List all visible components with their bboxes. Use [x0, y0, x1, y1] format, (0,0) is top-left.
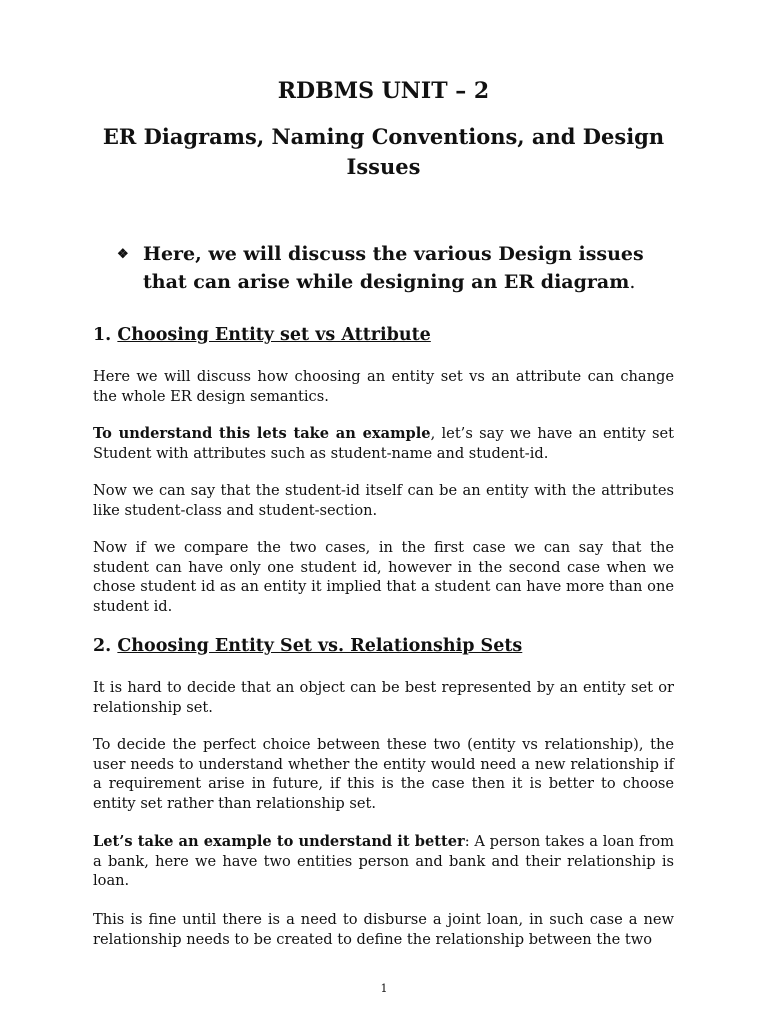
- paragraph: [93, 538, 674, 616]
- paragraph-text: Now if we compare the two cases, in the first case we can say that the student can have only one student id, however in the second case when we chose student id as an entity it implied that a student can have more than one student id.: [93, 539, 674, 615]
- paragraph: [93, 678, 674, 717]
- paragraph-text: : A person takes a loan from a bank, here we have two entities person and bank and their relationship is loan.: [93, 833, 674, 889]
- paragraph-text: It is hard to decide that an object can be best represented by an entity set or relationship set.: [93, 679, 674, 716]
- paragraph-bold: Let’s take an example to understand it better: [93, 833, 465, 850]
- intro-bullet-text: [143, 240, 674, 296]
- section-heading-2: [93, 634, 522, 658]
- intro-bullet: [117, 240, 674, 296]
- paragraph-text: To decide the perfect choice between these two (entity vs relationship), the user needs to understand whether the entity would need a new relationship if a requirement arise in future, if this is the case then it is better to choose entity set rather than relationship set.: [93, 736, 674, 812]
- section-number-2: 2.: [93, 636, 112, 656]
- intro-bullet-period: .: [629, 271, 636, 293]
- paragraph-text: Now we can say that the student-id itself can be an entity with the attributes like student-class and student-section.: [93, 482, 674, 519]
- document-title: RDBMS UNIT – 2: [277, 78, 490, 104]
- page-number: 1: [380, 982, 388, 995]
- section-title-2: Choosing Entity Set vs. Relationship Sets: [117, 636, 523, 656]
- section-title-1: Choosing Entity set vs Attribute: [117, 325, 431, 345]
- section-heading-1: [93, 323, 431, 347]
- paragraph: [93, 910, 674, 949]
- paragraph: [93, 832, 674, 891]
- paragraph-text: This is fine until there is a need to disburse a joint loan, in such case a new relationship needs to be created to define the relationship between the two: [93, 911, 674, 948]
- document-subtitle: ER Diagrams, Naming Conventions, and Design Issues: [102, 124, 665, 179]
- paragraph: [93, 735, 674, 813]
- diamond-bullet-icon: ❖: [117, 247, 129, 262]
- paragraph-bold: To understand this lets take an example: [93, 425, 431, 442]
- paragraph-text: Here we will discuss how choosing an entity set vs an attribute can change the whole ER design semantics.: [93, 368, 674, 405]
- paragraph: [93, 367, 674, 406]
- paragraph: [93, 424, 674, 463]
- paragraph: [93, 481, 674, 520]
- paragraph-text: , let’s say we have an entity set Student with attributes such as student-name and student-id.: [93, 425, 675, 462]
- intro-bullet-main: Here, we will discuss the various Design issues that can arise while designing an ER diagram: [143, 243, 644, 293]
- section-number-1: 1.: [93, 325, 112, 345]
